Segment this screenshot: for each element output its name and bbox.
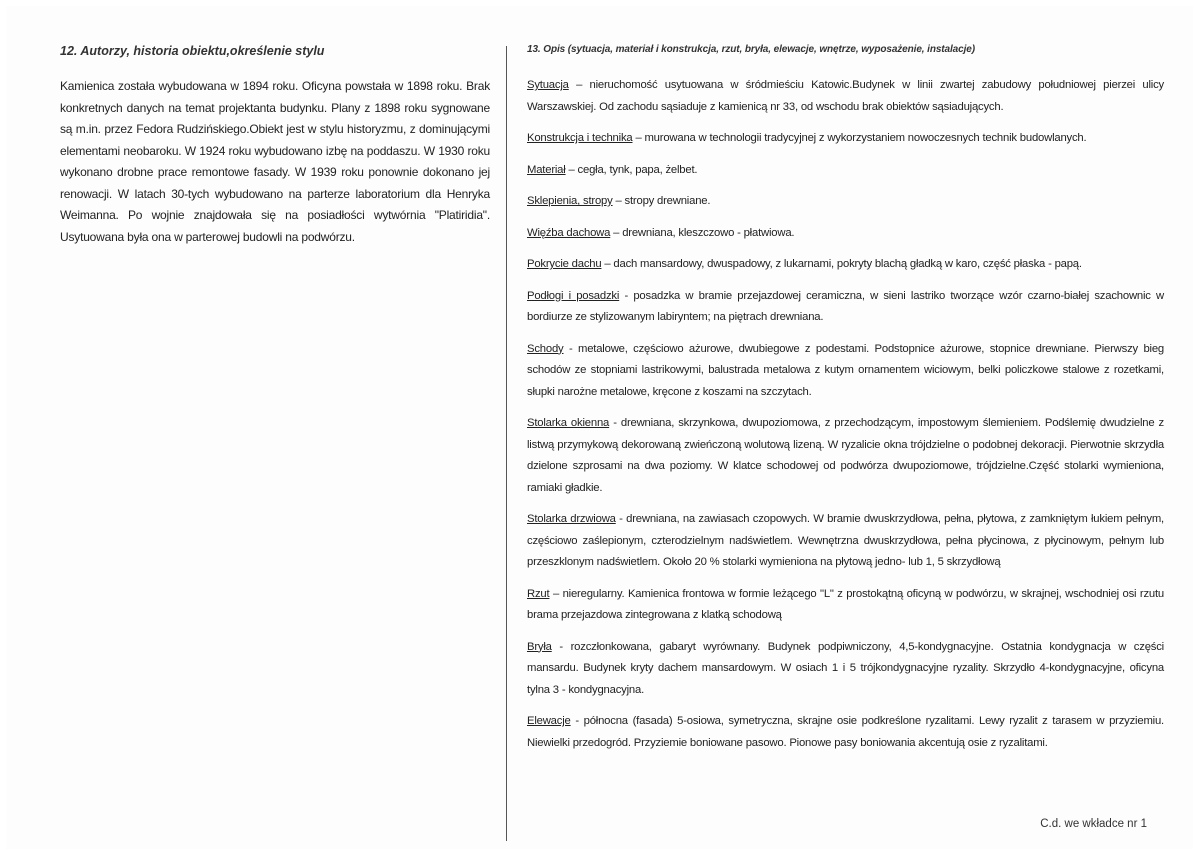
section-12-heading: 12. Autorzy, historia obiektu,określenie stylu [60, 44, 325, 58]
item-label: Sytuacja [527, 79, 569, 91]
item-text: - metalowe, częściowo ażurowe, dwubiegowe z podestami. Podstopnice ażurowe, stopnice drewniane. Pierwszy bieg schodów ze stopniami lastrikowymi, balustrada metalowa z kutym ornamentem wiciowym, belki policzkowe stalowe z rozetkami, słupki narożne metalowe, kręcone z koszami na szczytach. [527, 342, 1164, 398]
description-item-stairs [527, 339, 1164, 404]
item-text: - drewniana, skrzynkowa, dwupoziomowa, z przechodzącym, impostowym ślemieniem. Podślemię dwudzielne z listwą przymykową dekorowaną zwieńczoną wolutową lizeną. W ryzalicie okna trójdzielne o podobnej dekoracji. Pierwotnie skrzydła dzielone szprosami na dwa poziomy. W klatce schodowej od podwórza dwupoziomowe, trójdzielne.Część stolarki wymieniona, ramiaki gładkie. [527, 417, 1164, 494]
section-12 [60, 44, 490, 248]
item-text: - północna (fasada) 5-osiowa, symetryczna, skrajne osie podkreślone ryzalitami. Lewy ryzalit z tarasem w przyziemiu. Niewielki przedogród. Przyziemie boniowane pasowo. Pionowe pasy boniowania akcentują osie z ryzalitami. [527, 715, 1164, 749]
item-text: – drewniana, kleszczowo - płatwiowa. [610, 226, 795, 239]
item-text: – murowana w technologii tradycyjnej z wykorzystaniem nowoczesnych technik budowlanych. [632, 132, 1087, 144]
description-item-construction [527, 128, 1164, 150]
item-text: – stropy drewniane. [612, 195, 711, 207]
item-label: Rzut [527, 587, 550, 600]
item-text: - drewniana, na zawiasach czopowych. W bramie dwuskrzydłowa, pełna, płytowa, z zamkniętym łukiem pełnym, częściowo zaślepionym, czterodzielnym nadświetlem. Wewnętrzna dwuskrzydłowa, pełna płycinowa, z płycinowym, pełnym lub przeszklonym nadświetlem. Około 20 % stolarki wymieniona na płytową jedno- lub 1, 5 skrzydłową [527, 513, 1164, 568]
description-item-doors [527, 509, 1164, 574]
item-label: Schody [527, 342, 564, 355]
item-text: – cegła, tynk, papa, żelbet. [565, 163, 698, 176]
description-item-massing [527, 637, 1164, 702]
item-label: Podłogi i posadzki [527, 289, 620, 302]
description-item-facades [527, 711, 1164, 754]
document-page [6, 6, 1193, 849]
column-divider [506, 46, 507, 841]
item-label: Materiał [527, 163, 566, 176]
item-label: Bryła [527, 640, 552, 653]
item-text: - posadzka w bramie przejazdowej ceramiczna, w sieni lastriko tworzące wzór czarno-białej szachownic w bordiurze ze stylizowanym labiryntem; na piętrach drewniana. [527, 289, 1165, 323]
continuation-note: C.d. we wkładce nr 1 [1040, 818, 1147, 830]
item-text: - rozczłonkowana, gabaryt wyrównany. Budynek podpiwniczony, 4,5-kondygnacyjne. Ostatnia kondygnacja w części mansardu. Budynek kryty dachem mansardowym. W osiach 1 i 5 trójkondygnacyjne ryzality. Skrzydło 4-kondygnacyjne, oficyna tylna 3 - kondygnacyjna. [527, 640, 1164, 696]
item-label: Więźba dachowa [527, 226, 611, 239]
item-label: Elewacje [527, 715, 571, 727]
item-text: – nieruchomość usytuowana w śródmieściu Katowic.Budynek w linii zwartej zabudowy południowej pierzei ulicy Warszawskiej. Od zachodu sąsiaduje z kamienicą nr 33, od wschodu brak obiektów sąsiadujących. [527, 79, 1164, 113]
history-paragraph: Kamienica została wybudowana w 1894 roku. Oficyna powstała w 1898 roku. Brak konkretnych danych na temat projektanta budynku. Plany z 1898 roku sygnowane są m.in. przez Fedora Rudzińskiego.Obiekt jest w stylu historyzmu, z dominującymi elementami neobaroku. W 1924 roku wybudowano izbę na poddaszu. W 1930 roku wykonano drobne prace remontowe fasady. W 1939 roku ponownie dokonano jej renowacji. W latach 30-tych wybudowano na parterze laboratorium dla Henryka Weimanna. Po wojnie znajdowała się na posiadłości wytwórnia "Platiridia". Usytuowana była ona w parterowej budowli na podwórzu. [60, 79, 490, 244]
item-text: – nieregularny. Kamienica frontowa w formie leżącego "L" z prostokątną oficyną w podwórzu, w skrajnej, wschodniej osi rzutu brama przejazdowa zintegrowana z klatką schodową [527, 587, 1164, 621]
section-13-heading: 13. Opis (sytuacja, materiał i konstrukcja, rzut, bryła, elewacje, wnętrze, wyposażenie, instalacje) [527, 44, 975, 55]
description-item-situation [527, 75, 1164, 118]
item-label: Konstrukcja i technika [527, 132, 633, 144]
description-item-ceilings [527, 191, 1164, 213]
description-item-floors [527, 286, 1164, 329]
item-label: Stolarka okienna [527, 417, 610, 429]
description-item-plan [527, 584, 1164, 627]
description-item-roofing [527, 254, 1164, 276]
section-13 [527, 44, 1164, 764]
item-label: Pokrycie dachu [527, 258, 602, 270]
item-label: Stolarka drzwiowa [527, 513, 616, 525]
description-item-roof-truss [527, 223, 1164, 245]
item-label: Sklepienia, stropy [527, 195, 613, 207]
description-item-material [527, 160, 1164, 182]
item-text: – dach mansardowy, dwuspadowy, z lukarnami, pokryty blachą gładką w karo, część płaska - papą. [601, 258, 1082, 270]
description-item-windows [527, 413, 1164, 499]
